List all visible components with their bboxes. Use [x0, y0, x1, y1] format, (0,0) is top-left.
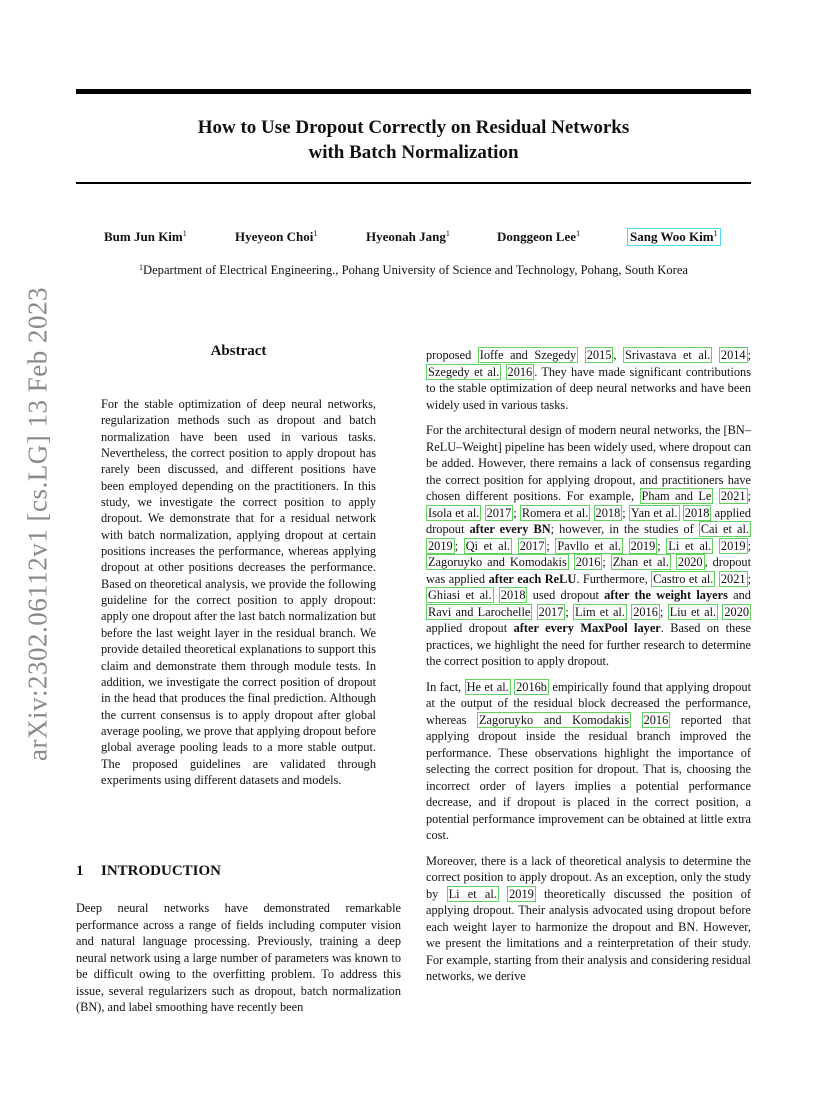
citation-link[interactable] — [642, 712, 671, 728]
intro-paragraph-2: For the architectural design of modern neural networks, the [BN–ReLU–Weight] pipeline has been widely used, where dropout can be added. However, there remains a lack of consensus regarding the correct position for applying dropout, and practitioners have chosen different positions. For example, Pham and Le 2021 ; Isola et al. 2017 ; Romera et al. 2018 ; Yan et al. 2018 applied dropout after every BN; however, in the studies of Cai et al. 2019 ; Qi et al. 2017 ; Pavllo et al. 2019 ; Li et al. 2019 ; Zagoruyko and Komodakis 2016 ; Zhan et al. 2020 , dropout was applied after each ReLU. Furthermore, Castro et al. 2021 ; Ghiasi et al. 2018 used dropout after the weight layers and Ravi and Larochelle 2017 ; Lim et al. 2016 ; Liu et al. 2020 applied dropout after every MaxPool layer. Based on these practices, we highlight the need for further research to determine the correct position to apply dropout. — [426, 423, 752, 668]
citation-author[interactable]: Yan et al. — [630, 505, 678, 520]
section-title: INTRODUCTION — [101, 863, 222, 879]
citation-author[interactable]: Li et al. — [448, 886, 497, 901]
citation-link[interactable] — [668, 604, 719, 620]
citation-link[interactable] — [506, 364, 535, 380]
arxiv-stamp — [18, 287, 58, 761]
text-run: used dropout — [527, 588, 605, 602]
citation-author[interactable]: Ioffe and Szegedy — [479, 348, 577, 362]
citation-author[interactable]: Ravi and Larochelle — [428, 604, 531, 619]
citation-link[interactable] — [555, 538, 623, 554]
author-1-name: Bum Jun Kim — [104, 229, 183, 244]
text-run: reported that applying dropout inside the residual branch improved the performance. These observations highlight the importance of selecting the correct position for dropout. That is, choosing the incorrect order of layers implies a potential performance decrease, and if dropout is placed in the correct position, a potential performance improvement can be obtained at little extra cost. — [426, 712, 752, 842]
citation-link[interactable] — [574, 554, 603, 570]
abstract-heading: Abstract — [210, 343, 267, 359]
author-2-affiliation-mark: 1 — [313, 229, 318, 238]
citation-year[interactable]: 2019 — [630, 538, 656, 553]
citation-link[interactable] — [478, 347, 578, 363]
citation-link[interactable] — [507, 886, 536, 902]
citation-link[interactable] — [594, 505, 623, 521]
text-run: applied dropout — [426, 621, 514, 635]
section-number: 1 — [76, 863, 84, 879]
author-3 — [366, 229, 450, 245]
citation-year[interactable]: 2019 — [720, 538, 746, 553]
affiliation-mark: 1 — [138, 263, 143, 272]
citation-link[interactable] — [426, 364, 501, 380]
citation-link[interactable] — [629, 505, 680, 521]
citation-author[interactable]: Li et al. — [668, 538, 712, 553]
citation-year[interactable]: 2016 — [643, 712, 669, 727]
citation-link[interactable] — [465, 679, 511, 695]
citation-author[interactable]: Isola et al. — [428, 505, 480, 520]
emphasis: after every BN — [469, 522, 551, 536]
citation-author[interactable]: Ghiasi et al. — [428, 588, 492, 602]
citation-link[interactable] — [573, 604, 627, 620]
citation-author[interactable]: Romera et al. — [521, 505, 589, 520]
abstract-body: For the stable optimization of deep neural networks, regularization methods such as dropout and batch normalization have been used in various tasks. Nevertheless, the correct position to apply dropout has rarely been discussed, and different positions have been employed depending on the practitioners. In this study, we investigate the correct position to apply dropout. We demonstrate that for a residual network with batch normalization, applying dropout at certain positions increases the performance, whereas applying dropout at other positions decreases the performance. Based on theoretical analysis, we provide the following guideline for the correct position to apply dropout: apply one dropout after the last batch normalization but before the last weight layer in the residual branch. We provide detailed theoretical explanations to support this claim and demonstrate them through module tests. In addition, we investigate the correct position of dropout in the head that produces the final prediction. Although the current consensus is to apply dropout after global average pooling, we prove that applying dropout before global average pooling leads to a more stable output. The proposed guidelines are validated through experiments using different datasets and models. — [101, 397, 376, 787]
citation-year[interactable]: 2016 — [575, 555, 601, 569]
text-run: empirically found that applying dropout at the output of the residual block decreased the performance, whereas — [426, 679, 752, 727]
citation-year[interactable]: 2014 — [720, 348, 746, 362]
citation-link[interactable] — [683, 505, 712, 521]
citation-link[interactable] — [676, 554, 705, 570]
citation-year[interactable]: 2017 — [486, 505, 512, 520]
text-run: theoretically discussed the position of applying dropout. Their analysis advocated using dropout before each weight layer to harmonize the dropout and BN. However, we present the limitations and a reinterpretation of their study. For example, starting from their analysis and considering residual networks, we derive — [426, 886, 751, 983]
author-5-name[interactable]: Sang Woo Kim — [630, 229, 714, 244]
citation-link[interactable] — [426, 604, 532, 620]
author-1 — [104, 229, 187, 245]
citation-link[interactable] — [719, 571, 748, 587]
citation-author[interactable]: Zhan et al. — [612, 555, 669, 569]
intro-paragraph-1-continued: proposed Ioffe and Szegedy 2015 , Srivastava et al. 2014 ; Szegedy et al. 2016 . They have made significant contributions to the stable optimization of deep neural networks and have been widely used in various tasks. — [426, 348, 752, 412]
citation-link[interactable] — [640, 488, 714, 504]
author-5-affiliation-mark: 1 — [713, 229, 718, 238]
citation-link[interactable] — [629, 538, 658, 554]
citation-author[interactable]: Srivastava et al. — [625, 348, 711, 362]
affiliation-text: Department of Electrical Engineering., Pohang University of Science and Technology, Pohang, South Korea — [142, 263, 689, 277]
citation-year[interactable]: 2018 — [684, 505, 710, 520]
text-run: Moreover, there is a lack of theoretical analysis to determine the correct position to apply dropout. As an exception, only the study by — [426, 853, 751, 901]
citation-year[interactable]: 2020 — [724, 604, 750, 619]
citation-link[interactable] — [623, 347, 712, 363]
text-run: For the architectural design of modern neural networks, the [BN–ReLU–Weight] pipeline has been widely used, where dropout can be added. However, there remains a lack of consensus regarding the correct position for applying dropout, and practitioners have chosen different positions. For example, — [426, 423, 751, 503]
citation-link[interactable] — [520, 505, 590, 521]
text-run: . They have made significant contributions to the stable optimization of deep neural networks and have been widely used in various tasks. — [426, 364, 751, 412]
right-column — [426, 347, 751, 994]
citation-year[interactable]: 2015 — [586, 348, 612, 362]
emphasis: after each ReLU — [488, 571, 577, 586]
section-heading — [76, 863, 221, 880]
author-4 — [497, 229, 580, 245]
paper-title — [76, 116, 751, 165]
text-run: and — [727, 588, 751, 602]
title-line-1: How to Use Dropout Correctly on Residual Networks — [197, 117, 630, 138]
citation-author[interactable]: Cai et al. — [700, 522, 749, 536]
citation-link[interactable] — [719, 488, 748, 504]
text-run: , dropout was applied — [426, 555, 752, 586]
citation-author[interactable]: Qi et al. — [465, 538, 511, 553]
citation-author[interactable]: Lim et al. — [575, 604, 625, 619]
text-run: ; however, in the studies of — [550, 522, 699, 536]
author-1-affiliation-mark: 1 — [182, 229, 187, 238]
citation-link[interactable] — [426, 587, 494, 603]
author-list — [76, 229, 751, 249]
text-run: . Based on these practices, we highlight the need for further research to determine the correct position to apply dropout. — [426, 621, 751, 668]
citation-link[interactable] — [611, 554, 671, 570]
citation-author[interactable]: Zagoruyko and Komodakis — [479, 712, 630, 727]
citation-link[interactable] — [426, 505, 481, 521]
citation-link[interactable] — [719, 538, 748, 554]
citation-link[interactable] — [464, 538, 512, 554]
citation-author[interactable]: Szegedy et al. — [428, 364, 500, 379]
emphasis: after every MaxPool layer — [513, 621, 661, 635]
citation-year[interactable]: 2016 — [507, 364, 533, 379]
citation-author[interactable]: Liu et al. — [669, 604, 717, 619]
citation-year[interactable]: 2016b — [516, 679, 547, 694]
citation-link[interactable] — [499, 587, 528, 603]
citation-author[interactable]: Pham and Le — [641, 489, 712, 503]
author-5-link[interactable] — [627, 228, 721, 246]
citation-link[interactable] — [537, 604, 566, 620]
text-run: applied dropout — [426, 505, 752, 536]
citation-year[interactable]: 2020 — [677, 555, 703, 569]
citation-link[interactable] — [666, 538, 713, 554]
text-run: In fact, — [426, 679, 465, 694]
citation-year[interactable]: 2018 — [595, 505, 621, 520]
author-3-affiliation-mark: 1 — [445, 229, 450, 238]
intro-paragraph-1: Deep neural networks have demonstrated remarkable performance across a range of fields including computer vision and natural language processing. Previously, training a deep neural network using a large number of parameters was known to be difficult owing to the overfitting problem. To address this issue, several regularizers such as dropout, batch normalization (BN), and label smoothing have recently been — [76, 901, 401, 1014]
text-run: . Furthermore, — [576, 571, 652, 586]
citation-author[interactable]: Zagoruyko and Komodakis — [428, 555, 567, 569]
citation-link[interactable] — [651, 571, 715, 587]
author-4-name: Donggeon Lee — [497, 229, 577, 244]
arxiv-stamp-text: arXiv:2302.06112v1 [cs.LG] 13 Feb 2023 — [22, 287, 53, 761]
citation-link[interactable] — [485, 505, 514, 521]
citation-link[interactable] — [477, 712, 631, 728]
citation-link[interactable] — [426, 554, 569, 570]
citation-author[interactable]: He et al. — [466, 679, 509, 694]
author-4-affiliation-mark: 1 — [576, 229, 581, 238]
citation-year[interactable]: 2017 — [519, 538, 545, 553]
citation-link[interactable] — [447, 886, 499, 902]
citation-link[interactable] — [699, 521, 751, 537]
title-line-2: with Batch Normalization — [308, 141, 519, 163]
citation-link[interactable] — [585, 347, 614, 363]
citation-year[interactable]: 2019 — [509, 886, 534, 901]
affiliation — [76, 263, 751, 278]
citation-author[interactable]: Pavllo et al. — [557, 538, 621, 553]
title-top-rule — [76, 89, 751, 94]
intro-paragraph-4 — [426, 853, 751, 985]
citation-link[interactable] — [631, 604, 660, 620]
citation-link[interactable] — [722, 604, 751, 620]
author-2 — [235, 229, 317, 245]
citation-year[interactable]: 2019 — [428, 538, 453, 553]
citation-year[interactable]: 2021 — [720, 489, 746, 503]
citation-author[interactable]: Castro et al. — [653, 571, 714, 586]
title-bottom-rule — [76, 182, 751, 184]
citation-year[interactable]: 2018 — [500, 588, 526, 602]
citation-year[interactable]: 2021 — [720, 571, 746, 586]
text-run: proposed — [426, 348, 478, 362]
citation-link[interactable] — [518, 538, 547, 554]
author-2-name: Hyeyeon Choi — [235, 229, 314, 244]
citation-year[interactable]: 2016 — [633, 604, 658, 619]
citation-link[interactable] — [514, 679, 549, 695]
citation-link[interactable] — [719, 347, 748, 363]
emphasis: after the weight layers — [604, 588, 728, 602]
citation-year[interactable]: 2017 — [538, 604, 564, 619]
citation-link[interactable] — [426, 538, 455, 554]
author-3-name: Hyeonah Jang — [366, 229, 446, 244]
intro-paragraph-3 — [426, 679, 751, 844]
